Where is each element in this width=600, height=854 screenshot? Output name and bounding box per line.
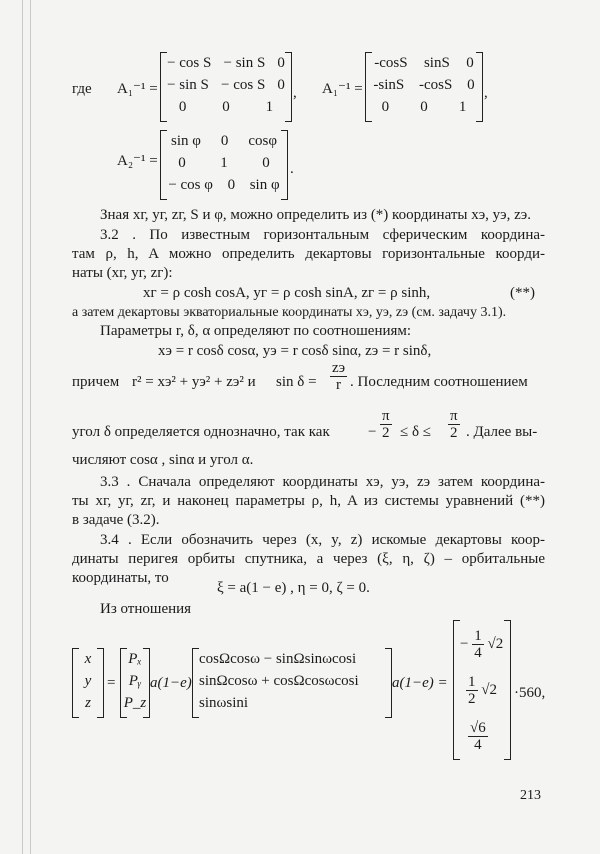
text-line: динаты перигея орбиты спутника, а через (ξ, η, ζ) – орбитальные <box>72 551 545 567</box>
matrix-a1-inverse-right: -cosS sinS 0 -sinS -cosS 0 0 0 1 <box>365 52 483 122</box>
text-line: 3.4 . Если обозначить через (x, y, z) искомые декартовы коор- <box>100 532 545 548</box>
vector-p: Pₓ Pᵧ P_z <box>120 648 150 718</box>
equation-tag: (**) <box>510 285 535 301</box>
equals-sign: = <box>107 675 116 691</box>
result-row-2: $\frac{1}{2}$ √2 <box>468 674 497 707</box>
scan-margin-line <box>22 0 23 854</box>
matrix-trail: . <box>290 161 294 177</box>
factor-560: ·560, <box>514 685 546 701</box>
inequality: ≤ δ ≤ <box>400 424 432 440</box>
scan-margin-line <box>30 0 31 854</box>
matrix-trail: , <box>293 85 297 101</box>
matrix-a1-inverse-left: − cos S − sin S 0 − sin S − cos S 0 0 0 1 <box>160 52 292 122</box>
text-line: координаты, то <box>72 570 169 586</box>
equation: ξ = a(1 − e) , η = 0, ζ = 0. <box>217 580 370 596</box>
text-line: 3.2 . По известным горизонтальным сферическим координа- <box>100 227 545 243</box>
text-line: . Далее вы- <box>466 424 538 440</box>
result-vector <box>453 620 511 760</box>
result-row-1: − $\frac{1}{4}$ √2 <box>460 628 504 661</box>
fraction-pi-over-2: $\frac{\pi}{2}$ <box>382 408 390 441</box>
text-line: Из отношения <box>100 601 192 617</box>
text-line: причем <box>72 374 120 390</box>
fraction-z-over-r: zэ r <box>332 360 346 393</box>
text-line: угол δ определяется однозначно, так как <box>72 424 330 440</box>
fraction-pi-over-2: $\frac{\pi}{2}$ <box>450 408 458 441</box>
text-line: а затем декартовы экваториальные координаты xэ, yэ, zэ (см. задачу 3.1). <box>72 305 507 320</box>
equation: sin δ = <box>276 374 317 390</box>
equation: xэ = r cosδ cosα, yэ = r cosδ sinα, zэ = r sinδ, <box>158 343 432 359</box>
result-row-3: $\frac{√6}{4}$ <box>470 720 486 753</box>
matrix-trail: , <box>484 85 488 101</box>
text-line: Параметры r, δ, α определяют по соотношениям: <box>100 323 412 339</box>
text-line: в задаче (3.2). <box>72 512 160 528</box>
matrix-a2-label: A₂⁻¹ = <box>117 153 158 169</box>
minus-sign: − <box>368 424 377 440</box>
factor-a1e: a(1−e) = <box>392 675 448 691</box>
text-line: 3.3 . Сначала определяют координаты xэ, yэ, zэ затем координа- <box>100 474 545 490</box>
rotation-column: cosΩcosω − sinΩsinωcosi sinΩcosω + cosΩcosωcosi sinωsini <box>192 648 392 718</box>
text-line: ты xг, yг, zг, и наконец параметры ρ, h, A из системы уравнений (**) <box>72 493 545 509</box>
text-line: Зная xг, yг, zг, S и φ, можно определить из (*) координаты xэ, yэ, zэ. <box>100 207 531 223</box>
page-number: 213 <box>520 788 541 803</box>
text-line: там ρ, h, A можно определить декартовы горизонтальные коорди- <box>72 246 545 262</box>
matrix-a2-inverse: sin φ 0 cosφ 0 1 0 − cos φ 0 sin φ <box>160 130 288 200</box>
matrix-a1-label: A₁⁻¹ = <box>322 81 363 97</box>
equation: r² = xэ² + yэ² + zэ² и <box>132 374 256 390</box>
where-label: где <box>72 81 92 97</box>
text-line: . Последним соотношением <box>350 374 528 390</box>
vector-xyz: x y z <box>72 648 104 718</box>
matrix-a1-label: A₁⁻¹ = <box>117 81 158 97</box>
text-line: числяют cosα , sinα и угол α. <box>72 452 254 468</box>
equation: xг = ρ cosh cosA, yг = ρ cosh sinA, zг = ρ sinh, <box>143 285 431 301</box>
text-line: наты (xг, yг, zг): <box>72 265 173 281</box>
factor-a1e: a(1−e) <box>150 675 192 691</box>
